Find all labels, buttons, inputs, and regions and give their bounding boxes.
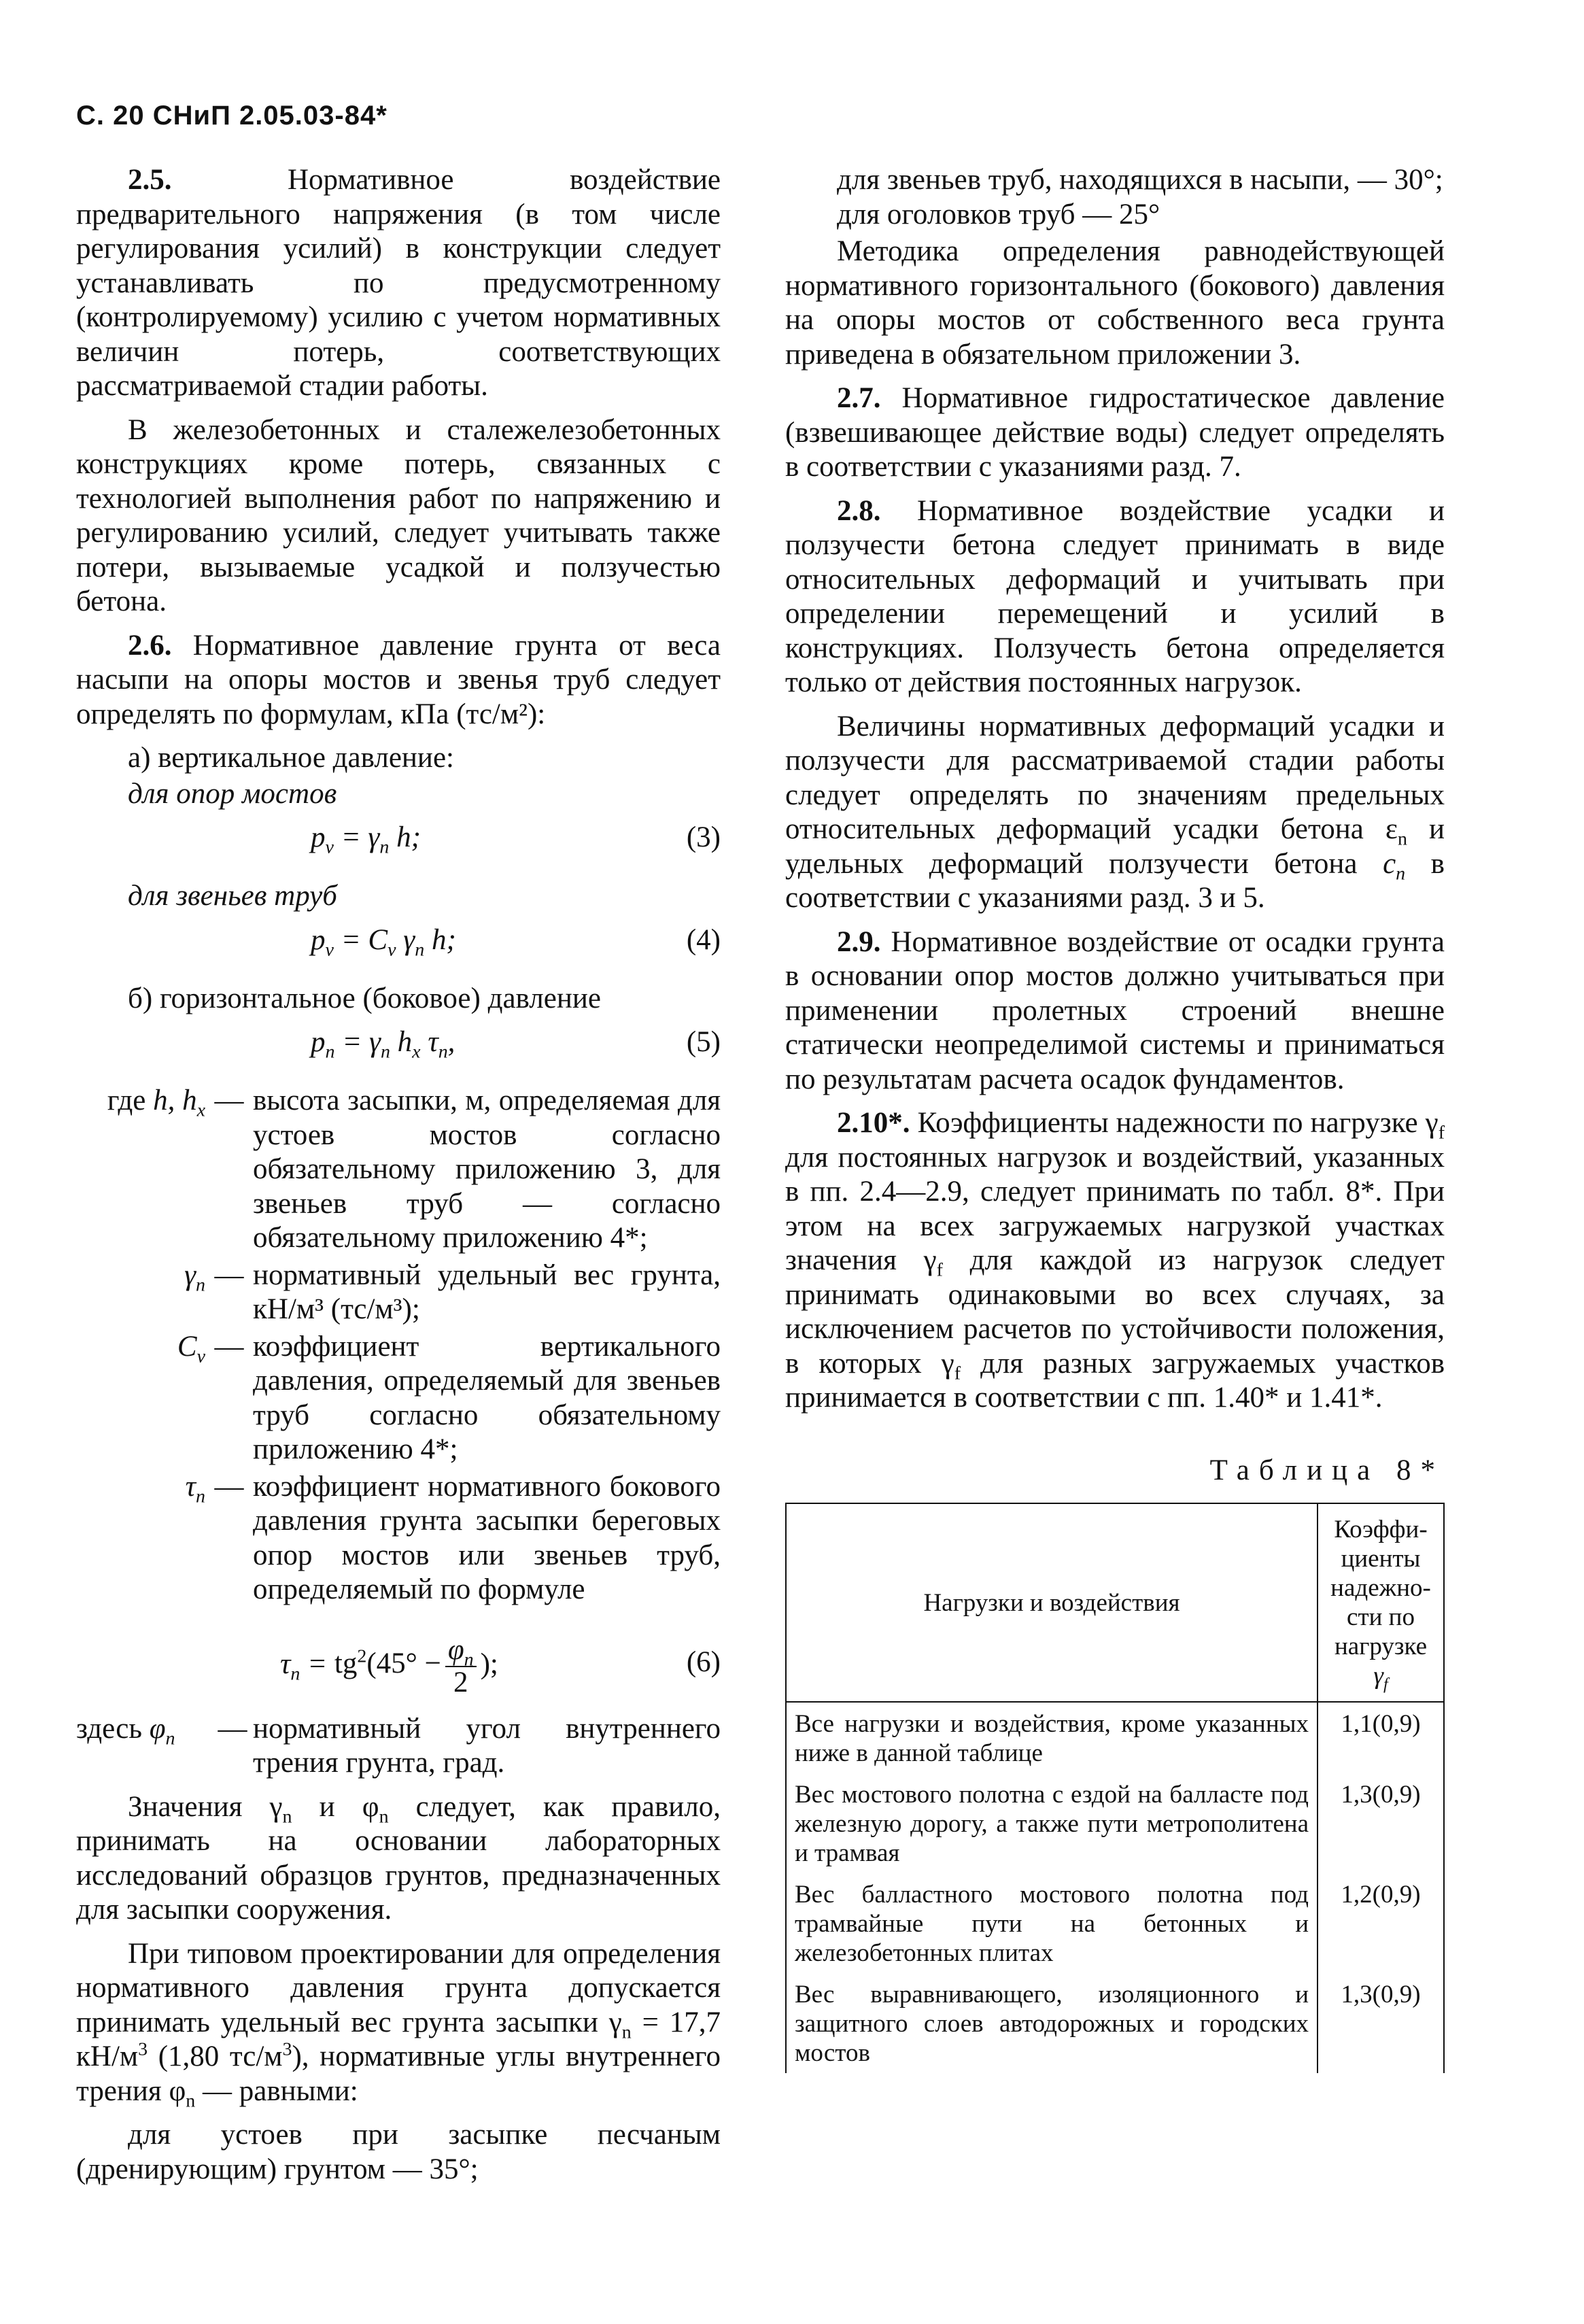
paragraph-2-8-deformations: Величины нормативных деформаций усадки и ползучести для рассматриваемой стадии работы следует определять по значениям предельных относительных деформаций усадки бетона $\varepsilon_n$ и удельных деформаций ползучести бетона $c_n$ в соответствии с указаниями разд. 3 и 5. — [785, 710, 1445, 914]
formula-4-number: (4) — [686, 923, 721, 956]
definition-gamma-text: нормативный удельный вес грунта, кН/м³ (тс/м³); — [253, 1259, 721, 1325]
table-row — [786, 1973, 1444, 2073]
definition-phi-symbol: здесь $\varphi_n$ — [76, 1712, 175, 1749]
definition-cv-text: коэффициент вертикального давления, определяемый для звеньев труб согласно обязательному приложению 4*; — [253, 1330, 721, 1465]
paragraph-pipe-links: для звеньев труб, находящихся в насыпи, — 30°; — [837, 164, 1443, 196]
definition-cv: $C_v$ — коэффициент вертикального давления, определяемый для звеньев труб согласно обязательному приложению 4*; — [76, 1330, 721, 1467]
table-row — [786, 1702, 1444, 1773]
paragraph-2-8: 2.8. Нормативное воздействие усадки и ползучести бетона следует принимать в виде относительных деформаций и учитывать при определении перемещений и усилий в конструкциях. Ползучесть бетона определяется только от действия постоянных нагрузок. — [785, 494, 1445, 698]
table-cell-load: Вес балластного мостового полотна под трамвайные пути на бетонных и железобетонных плитах — [786, 1873, 1318, 1973]
formula-3 — [76, 821, 721, 859]
paragraph-method: Методика определения равнодействующей нормативного горизонтального (бокового) давления на опоры мостов от собственного веса грунта приведена в обязательном приложении 3. — [785, 235, 1445, 371]
vertical-pressure-label: а) вертикальное давление: — [128, 742, 454, 774]
formula-5-number: (5) — [686, 1026, 721, 1058]
formula-3-expression: $p_v = \gamma_n$ h; — [311, 821, 421, 858]
paragraph-2-6: 2.6. Нормативное давление грунта от веса насыпи на опоры мостов и звенья труб следует определять по формулам, кПа (тс/м²): — [76, 629, 721, 730]
table-cell-value: 1,1(0,9) — [1318, 1702, 1444, 1773]
definition-phi: здесь $\varphi_n$ — нормативный угол внутреннего трения грунта, град. — [76, 1712, 721, 1781]
paragraph-pipe-heads: для оголовков труб — 25° — [837, 198, 1160, 230]
formula-5 — [76, 1025, 721, 1063]
formula-5-expression: $p_n = \gamma_n$ $h_x$ $\tau_n$, — [311, 1026, 455, 1063]
paragraph-abutments: для устоев при засыпке песчаным (дренирующим) грунтом — 35°; — [76, 2119, 721, 2185]
page-header: С. 20 СНиП 2.05.03-84* — [76, 101, 388, 131]
table-8 — [785, 1503, 1445, 2073]
definition-tau-text: коэффициент нормативного бокового давления грунта засыпки береговых опор мостов или звеньев труб, определяемый по формуле — [253, 1470, 721, 1605]
table-cell-load: Вес выравнивающего, изоляционного и защитного слоев автодорожных и городских мостов — [786, 1973, 1318, 2073]
for-bridge-supports-label: для опор мостов — [128, 777, 337, 810]
definition-h-text: высота засыпки, м, определяемая для устоев мостов согласно обязательному приложению 3, для звеньев труб — согласно обязательному приложению 4*; — [253, 1084, 721, 1254]
definition-cv-symbol: $C_v$ — [177, 1330, 205, 1367]
definition-tau: $\tau_n$ — коэффициент нормативного бокового давления грунта засыпки береговых опор мостов или звеньев труб, определяемый по формуле — [76, 1470, 721, 1607]
table-caption: Таблица 8* — [1209, 1454, 1445, 1486]
right-column — [785, 163, 1445, 2073]
definition-phi-text: нормативный угол внутреннего трения грунта, град. — [253, 1712, 721, 1779]
paragraph-values: Значения $\gamma_n$ и $\varphi_n$ следует, как правило, принимать на основании лабораторных исследований образцов грунтов, предназначенных для засыпки сооружения. — [76, 1790, 721, 1926]
left-column — [76, 163, 721, 2196]
table-row — [786, 1773, 1444, 1873]
horizontal-pressure-label: б) горизонтальное (боковое) давление — [128, 982, 601, 1014]
formula-3-number: (3) — [686, 821, 721, 853]
table-header-loads: Нагрузки и воздействия — [786, 1503, 1318, 1702]
for-pipe-links-label: для звеньев труб — [128, 880, 337, 912]
definition-tau-symbol: $\tau_n$ — [185, 1470, 205, 1507]
table-cell-value: 1,3(0,9) — [1318, 1973, 1444, 2073]
definition-h: где h, $h_x$ — высота засыпки, м, определяемая для устоев мостов согласно обязательному приложению 3, для звеньев труб — согласно обязательному приложению 4*; — [76, 1084, 721, 1256]
definition-gamma: $\gamma_n$ — нормативный удельный вес грунта, кН/м³ (тс/м³); — [76, 1259, 721, 1327]
paragraph-2-5-losses: В железобетонных и сталежелезобетонных конструкциях кроме потерь, связанных с технологией выполнения работ по напряжению и регулированию усилий, следует учитывать также потери, вызываемые усадкой и ползучестью бетона. — [76, 413, 721, 617]
formula-6-expression: $\tau_n = tg^2(45^\circ$ − $\frac{\varphi_n}{2}$ ); — [280, 1633, 498, 1698]
definition-h-symbol: где h, $h_x$ — [107, 1084, 205, 1121]
table-cell-value: 1,3(0,9) — [1318, 1773, 1444, 1873]
paragraph-2-9: 2.9. Нормативное воздействие от осадки грунта в основании опор мостов должно учитываться при применении пролетных строений внешне статически неопределимой системы и приниматься по результатам расчета осадок фундаментов. — [785, 925, 1445, 1095]
table-header-coefficient: Коэффи- циенты надежно- сти по нагрузке $\gamma_f$ — [1318, 1503, 1444, 1702]
paragraph-2-7: 2.7. Нормативное гидростатическое давление (взвешивающее действие воды) следует определять в соответствии с указаниями разд. 7. — [785, 382, 1445, 483]
formula-4-expression: $p_v = C_v$ $\gamma_n$ h; — [311, 923, 456, 961]
definition-gamma-symbol: $\gamma_n$ — [184, 1259, 205, 1296]
table-cell-load: Вес мостового полотна с ездой на балласте под железную дорогу, а также пути метрополитена и трамвая — [786, 1773, 1318, 1873]
table-cell-load: Все нагрузки и воздействия, кроме указанных ниже в данной таблице — [786, 1702, 1318, 1773]
table-row — [786, 1873, 1444, 1973]
paragraph-typical-design: При типовом проектировании для определения нормативного давления грунта допускается принимать удельный вес грунта засыпки $\gamma_n = 17,7$ $кН/м^3$ (1,80 $тс/м^3$), нормативные углы внутреннего трения $\varphi_n$ — равными: — [76, 1937, 721, 2112]
paragraph-2-10: 2.10*. Коэффициенты надежности по нагрузке $\gamma_f$ для постоянных нагрузок и воздействий, указанных в пп. 2.4—2.9, следует принимать по табл. 8*. При этом на всех загружаемых нагрузкой участках значения $\gamma_f$ для каждой из нагрузок следует принимать одинаковыми во всех случаях, за исключением расчетов по устойчивости положения, в которых $\gamma_f$ для разных загружаемых участков принимается в соответствии с пп. 1.40* и 1.41*. — [785, 1107, 1445, 1414]
formula-4 — [76, 923, 721, 961]
formula-6-number: (6) — [686, 1645, 721, 1678]
formula-6 — [76, 1625, 721, 1700]
table-cell-value: 1,2(0,9) — [1318, 1873, 1444, 1973]
paragraph-2-5: 2.5. Нормативное воздействие предварительного напряжения (в том числе регулирования усилий) в конструкции следует устанавливать по предусмотренному (контролируемому) усилию с учетом нормативных величин потерь, соответствующих рассматриваемой стадии работы. — [76, 164, 721, 402]
